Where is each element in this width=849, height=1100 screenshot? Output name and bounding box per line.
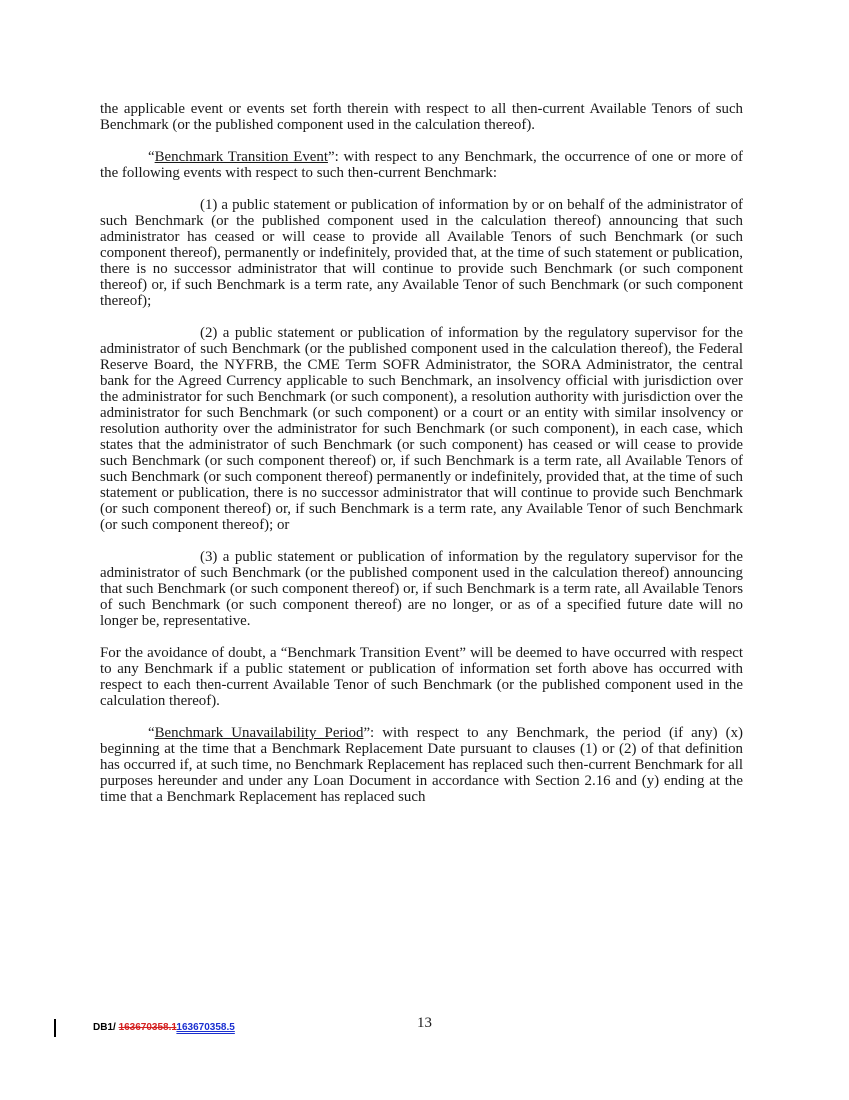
definition-text: : with respect to any Benchmark, the period (if any) (x) beginning at the time that a Benchmark Replacement Date pursuant to clauses (1) or (2) of that definition has occurred if, at such time, no Benchmark Replacement has replaced such then-current Benchmark for all purposes hereunder and under any Loan Document in accordance with Section 2.16 and (y) ending at the time that a Benchmark Replacement has replaced such <box>100 725 743 805</box>
docid-deleted: 163670358.1 <box>118 1022 177 1033</box>
footer-document-id <box>93 1022 235 1033</box>
definition-benchmark-transition-event <box>100 149 743 181</box>
clause-3: (3) a public statement or publication of information by the regulatory supervisor for the administrator of such Benchmark (or the published component used in the calculation thereof) announcing that such Benchmark (or such component thereof) or, if such Benchmark is a term rate, all Available Tenors of such Benchmark (or such component thereof) are no longer, or as of a specified future date will no longer be, representative. <box>100 549 743 629</box>
defined-term: Benchmark Unavailability Period <box>154 725 364 741</box>
paragraph-continuation: the applicable event or events set forth therein with respect to all then-current Available Tenors of such Benchmark (or the published component used in the calculation thereof). <box>100 101 743 133</box>
page-number: 13 <box>417 1015 432 1031</box>
docid-prefix: DB1/ <box>93 1022 119 1033</box>
definition-benchmark-unavailability-period <box>100 725 743 805</box>
document-body <box>100 101 743 821</box>
clause-2: (2) a public statement or publication of information by the regulatory supervisor for the administrator of such Benchmark (or the published component used in the calculation thereof), the Federal Reserve Board, the NYFRB, the CME Term SOFR Administrator, the SORA Administrator, the central bank for the Agreed Currency applicable to such Benchmark, an insolvency official with jurisdiction over the administrator for such Benchmark (or such component), a resolution authority with jurisdiction over the administrator for such Benchmark (or such component) or a court or an entity with similar insolvency or resolution authority over the administrator for such Benchmark (or such component), in each case, which states that the administrator of such Benchmark (or such component) has ceased or will cease to provide such Benchmark (or such component thereof) or, if such Benchmark is a term rate, all Available Tenors of such Benchmark (or such component thereof) permanently or indefinitely, provided that, at the time of such statement or publication, there is no successor administrator that will continue to provide such Benchmark (or such component thereof) or, if such Benchmark is a term rate, any Available Tenor of such Benchmark (or such component thereof); or <box>100 325 743 533</box>
clause-1: (1) a public statement or publication of information by or on behalf of the administrator of such Benchmark (or the published component used in the calculation thereof) announcing that such administrator has ceased or will cease to provide all Available Tenors of such Benchmark (or such component thereof), permanently or indefinitely, provided that, at the time of such statement or publication, there is no successor administrator that will continue to provide such Benchmark (or such component thereof) or, if such Benchmark is a term rate, any Available Tenor of such Benchmark (or such component thereof); <box>100 197 743 309</box>
close-quote: ” <box>363 725 371 741</box>
docid-inserted: 163670358.5 <box>176 1022 235 1033</box>
defined-term: Benchmark Transition Event <box>154 149 328 165</box>
definition-text: : with respect to any Benchmark, the occurrence of one or more of the following events with respect to such then-current Benchmark: <box>100 149 743 181</box>
close-quote: ” <box>327 149 335 165</box>
change-bar <box>54 1019 56 1037</box>
avoidance-of-doubt-paragraph: For the avoidance of doubt, a “Benchmark Transition Event” will be deemed to have occurred with respect to any Benchmark if a public statement or publication of information set forth above has occurred with respect to each then-current Available Tenor of such Benchmark (or the published component used in the calculation thereof). <box>100 645 743 709</box>
open-quote: “ <box>148 725 155 741</box>
open-quote: “ <box>148 149 155 165</box>
